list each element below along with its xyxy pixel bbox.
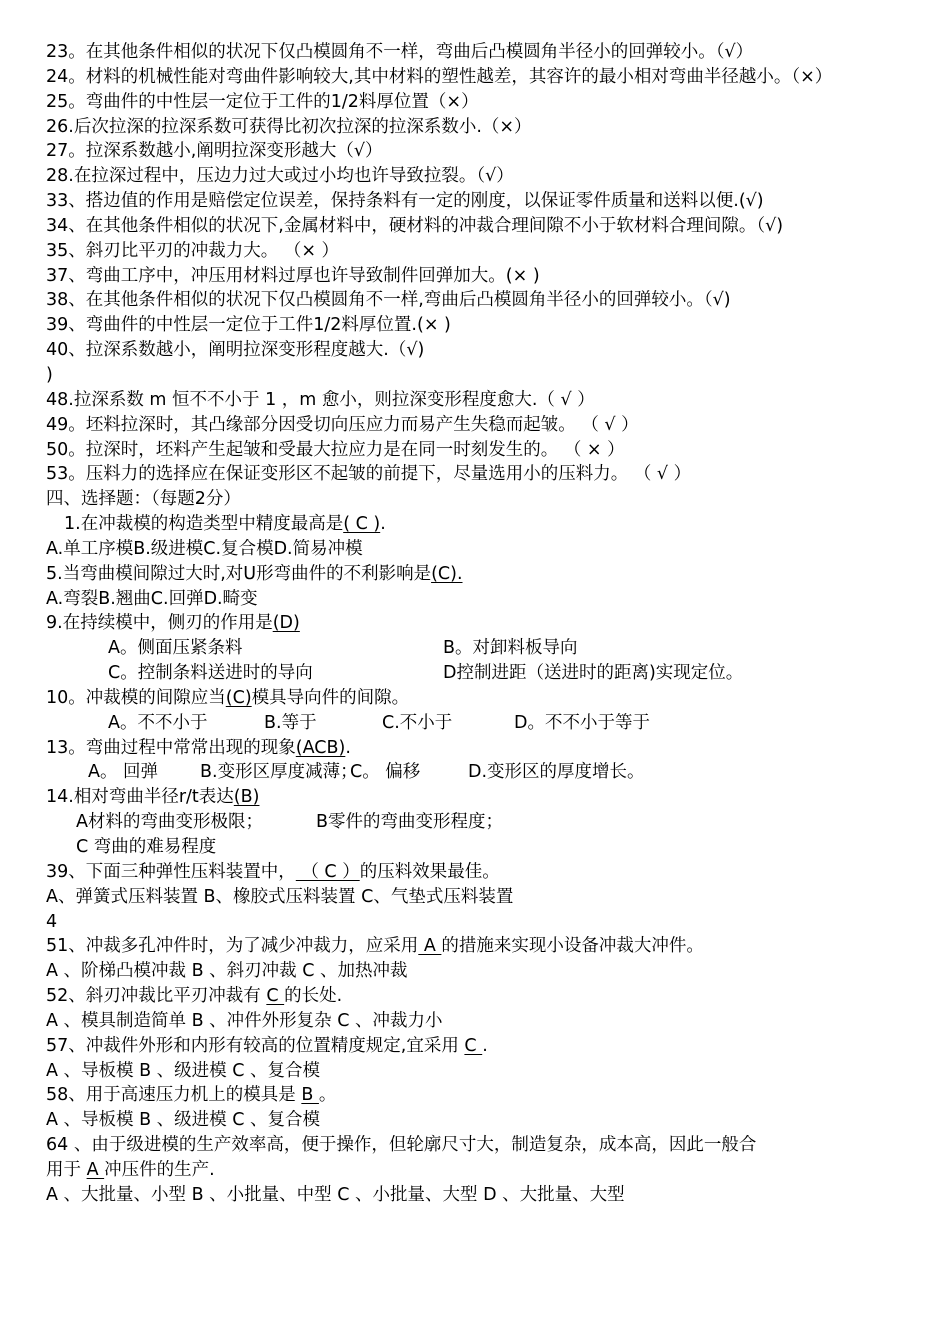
judge-item-50: 50。拉深时，坯料产生起皱和受最大拉应力是在同一时刻发生的。 （ × ） (46, 439, 625, 460)
judge-item-35: 35、斜刃比平刃的冲裁力大。 （× ） (46, 240, 340, 261)
question-58-options: A 、导板模 B 、级进模 C 、复合模 (46, 1110, 321, 1131)
question-1 (46, 512, 910, 537)
question-9-option-b: B。对卸料板导向 (443, 638, 578, 659)
question-52-text: 52、斜刃冲裁比平刃冲裁有 (46, 986, 267, 1007)
question-14-option-a: A材料的弯曲变形极限； (76, 812, 263, 833)
question-58 (46, 1083, 910, 1108)
question-10-option-c: C.不小于 (382, 712, 453, 733)
question-57-answer: C (464, 1035, 483, 1056)
question-39-text: 39、下面三种弹性压料装置中， (46, 861, 296, 882)
question-9-option-c: C。控制条料送进时的导向 (108, 663, 313, 684)
question-64-tail: 冲压件的生产. (104, 1159, 215, 1180)
question-39-answer: （ C ） (295, 861, 360, 882)
judge-item-24: 24。材料的机械性能对弯曲件影响较大,其中材料的塑性越差，其容许的最小相对弯曲半径越小。（×） (46, 66, 833, 87)
question-10-text: 10。冲裁模的间隙应当 (46, 687, 226, 708)
question-58-answer: B (301, 1085, 319, 1106)
judge-item-28: 28.在拉深过程中，压边力过大或过小均也许导致拉裂。（√） (46, 166, 514, 187)
question-52-answer: C (266, 986, 285, 1007)
stray-paren: ) (46, 364, 53, 385)
question-64-line1: 64 、由于级进模的生产效率高，便于操作，但轮廓尺寸大，制造复杂，成本高，因此一般合 (46, 1135, 757, 1156)
stray-number: 4 (46, 911, 58, 932)
judge-item-39: 39、弯曲件的中性层一定位于工件1/2料厚位置.(× ) (46, 315, 451, 336)
judge-item-48: 48.拉深系数 m 恒不不小于 1 ，m 愈小，则拉深变形程度愈大.（ √ ） (46, 389, 595, 410)
question-9-options-row2 (46, 661, 910, 686)
question-13-text: 13。弯曲过程中常常出现的现象 (46, 737, 296, 758)
question-13-answer: (ACB) (295, 737, 346, 758)
question-14-option-c: C 弯曲的难易程度 (76, 837, 217, 857)
question-9 (46, 611, 910, 636)
judge-item-23: 23。在其他条件相似的状况下仅凸模圆角不一样，弯曲后凸模圆角半径小的回弹较小。（√） (46, 42, 754, 62)
judge-item-37: 37、弯曲工序中，冲压用材料过厚也许导致制件回弹加大。(× ) (46, 265, 540, 286)
question-1-text: 1.在冲裁模的构造类型中精度最高是 (64, 514, 344, 535)
question-64-text: 用于 (46, 1159, 87, 1180)
question-57-tail: . (482, 1035, 488, 1056)
question-9-option-a: A。侧面压紧条料 (108, 638, 243, 659)
judge-item-25: 25。弯曲件的中性层一定位于工件的1/2料厚位置（×） (46, 91, 479, 112)
question-5-answer: (C). (431, 563, 463, 584)
question-52 (46, 984, 910, 1009)
question-64-options: A 、大批量、小型 B 、小批量、中型 C 、小批量、大型 D 、大批量、大型 (46, 1184, 625, 1205)
question-10-option-b: B.等于 (264, 712, 317, 733)
question-64-answer: A (86, 1159, 105, 1180)
question-1-answer: ( C ) (343, 514, 381, 535)
question-51-tail: 的措施来实现小设备冲裁大冲件。 (441, 936, 704, 957)
question-51-answer: A (418, 936, 442, 957)
question-9-answer: (D) (272, 613, 300, 634)
question-57-options: A 、导板模 B 、级进模 C 、复合模 (46, 1060, 321, 1081)
question-10-option-a: A。不不小于 (108, 712, 208, 733)
question-10-options (46, 711, 910, 736)
judge-item-38: 38、在其他条件相似的状况下仅凸模圆角不一样,弯曲后凸模圆角半径小的回弹较小。（√) (46, 290, 731, 311)
question-13-option-c: C。 偏移 (350, 762, 421, 783)
question-10-tail: 模具导向件的间隙。 (251, 687, 410, 708)
section-title: 四、选择题：（每题2分） (46, 489, 241, 510)
question-39-tail: 的压料效果最佳。 (359, 861, 500, 882)
question-9-option-d: D控制进距（送进时的距离)实现定位。 (443, 663, 744, 684)
judge-item-33: 33、搭边值的作用是赔偿定位误差，保持条料有一定的刚度，以保证零件质量和送料以便.(√) (46, 191, 764, 212)
question-57 (46, 1034, 910, 1059)
question-52-tail: 的长处. (284, 986, 343, 1007)
question-64-line2 (46, 1158, 910, 1183)
question-13 (46, 736, 910, 761)
judge-item-34: 34、在其他条件相似的状况下,金属材料中，硬材料的冲裁合理间隙不小于软材料合理间隙。（√) (46, 215, 784, 236)
judge-item-26: 26.后次拉深的拉深系数可获得比初次拉深的拉深系数小.（×） (46, 116, 532, 137)
question-9-options-row1 (46, 636, 910, 661)
question-51-text: 51、冲裁多孔冲件时，为了减少冲裁力，应采用 (46, 936, 419, 957)
question-5-options: A.弯裂B.翘曲C.回弹D.畸变 (46, 588, 258, 609)
question-5 (46, 562, 910, 587)
question-9-text: 9.在持续模中，侧刃的作用是 (46, 613, 273, 634)
judge-item-49: 49。坯料拉深时，其凸缘部分因受切向压应力而易产生失稳而起皱。 （ √ ） (46, 414, 639, 435)
question-14-option-b: B零件的弯曲变形程度； (316, 812, 504, 833)
question-1-tail: . (380, 514, 386, 535)
question-39-options: A、弹簧式压料装置 B、橡胶式压料装置 C、气垫式压料装置 (46, 886, 514, 907)
question-13-option-a: A。 回弹 (88, 762, 159, 783)
question-14-answer: (B) (233, 787, 260, 808)
question-52-options: A 、模具制造简单 B 、冲件外形复杂 C 、冲裁力小 (46, 1010, 443, 1031)
question-13-option-b: B.变形区厚度减薄； (200, 762, 358, 783)
question-58-tail: 。 (318, 1085, 337, 1106)
question-10-answer: (C) (225, 687, 252, 708)
question-13-options (46, 760, 910, 785)
question-14 (46, 785, 910, 810)
question-58-text: 58、用于高速压力机上的模具是 (46, 1085, 302, 1106)
question-57-text: 57、冲裁件外形和内形有较高的位置精度规定,宜采用 (46, 1035, 465, 1056)
question-1-options: A.单工序模B.级进模C.复合模D.简易冲模 (46, 538, 363, 559)
question-51 (46, 934, 910, 959)
question-13-tail: . (345, 737, 351, 758)
question-14-options-row1 (46, 810, 910, 835)
question-14-text: 14.相对弯曲半径r/t表达 (46, 787, 234, 808)
judge-item-53: 53。压料力的选择应在保证变形区不起皱的前提下，尽量选用小的压料力。 （ √ ） (46, 464, 692, 485)
judge-item-27: 27。拉深系数越小,阐明拉深变形越大（√） (46, 141, 383, 162)
question-13-option-d: D.变形区的厚度增长。 (468, 762, 645, 783)
question-5-text: 5.当弯曲模间隙过大时,对U形弯曲件的不利影响是 (46, 563, 432, 584)
judge-item-40: 40、拉深系数越小，阐明拉深变形程度越大.（√) (46, 340, 425, 361)
question-10-option-d: D。不不小于等于 (514, 712, 650, 733)
question-51-options: A 、阶梯凸模冲裁 B 、斜刃冲裁 C 、加热冲裁 (46, 961, 408, 982)
question-39 (46, 860, 910, 885)
question-10 (46, 686, 910, 711)
